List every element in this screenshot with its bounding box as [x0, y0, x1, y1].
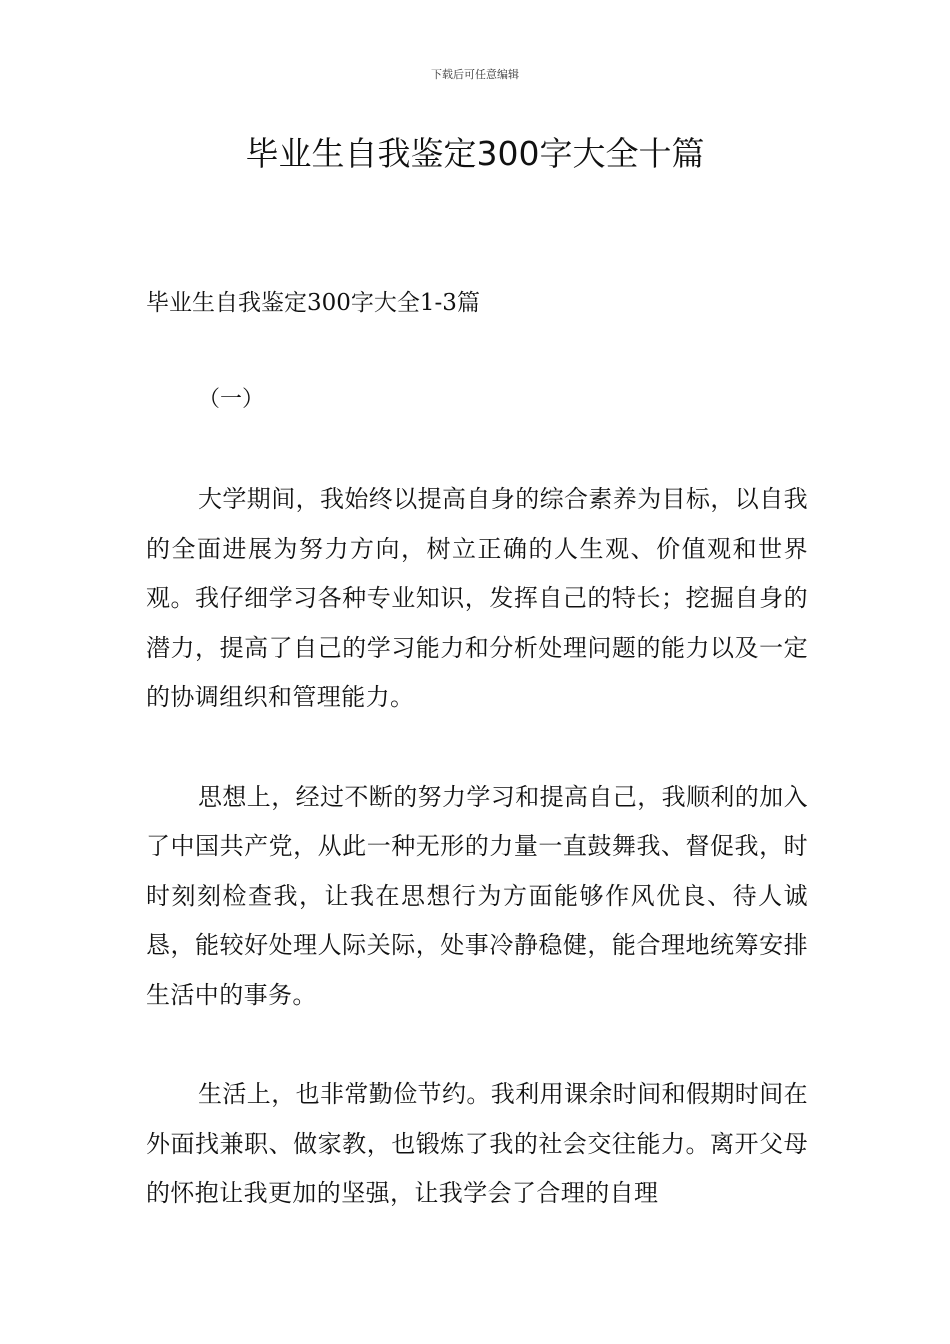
part-label: （一） — [198, 387, 265, 412]
section-heading: 毕业生自我鉴定300字大全1-3篇 — [146, 290, 480, 316]
paragraph-thought: 思想上，经过不断的努力学习和提高自己，我顺利的加入了中国共产党，从此一种无形的力量一直鼓舞我、督促我，时时刻刻检查我，让我在思想行为方面能够作风优良、待人诚恳，能较好处理人际关际，处事冷静稳健，能合理地统筹安排生活中的事务。 — [146, 782, 808, 1009]
document-body — [146, 475, 808, 1269]
header-note: 下载后可任意编辑 — [431, 68, 519, 81]
paragraph-study: 大学期间，我始终以提高自身的综合素养为目标，以自我的全面进展为努力方向，树立正确的人生观、价值观和世界观。我仔细学习各种专业知识，发挥自己的特长；挖掘自身的潜力，提高了自己的学习能力和分析处理问题的能力以及一定的协调组织和管理能力。 — [146, 485, 808, 711]
paragraph-life: 生活上，也非常勤俭节约。我利用课余时间和假期时间在外面找兼职、做家教，也锻炼了我的社会交往能力。离开父母的怀抱让我更加的坚强，让我学会了合理的自理 — [146, 1080, 808, 1207]
document-title: 毕业生自我鉴定300字大全十篇 — [245, 134, 705, 173]
